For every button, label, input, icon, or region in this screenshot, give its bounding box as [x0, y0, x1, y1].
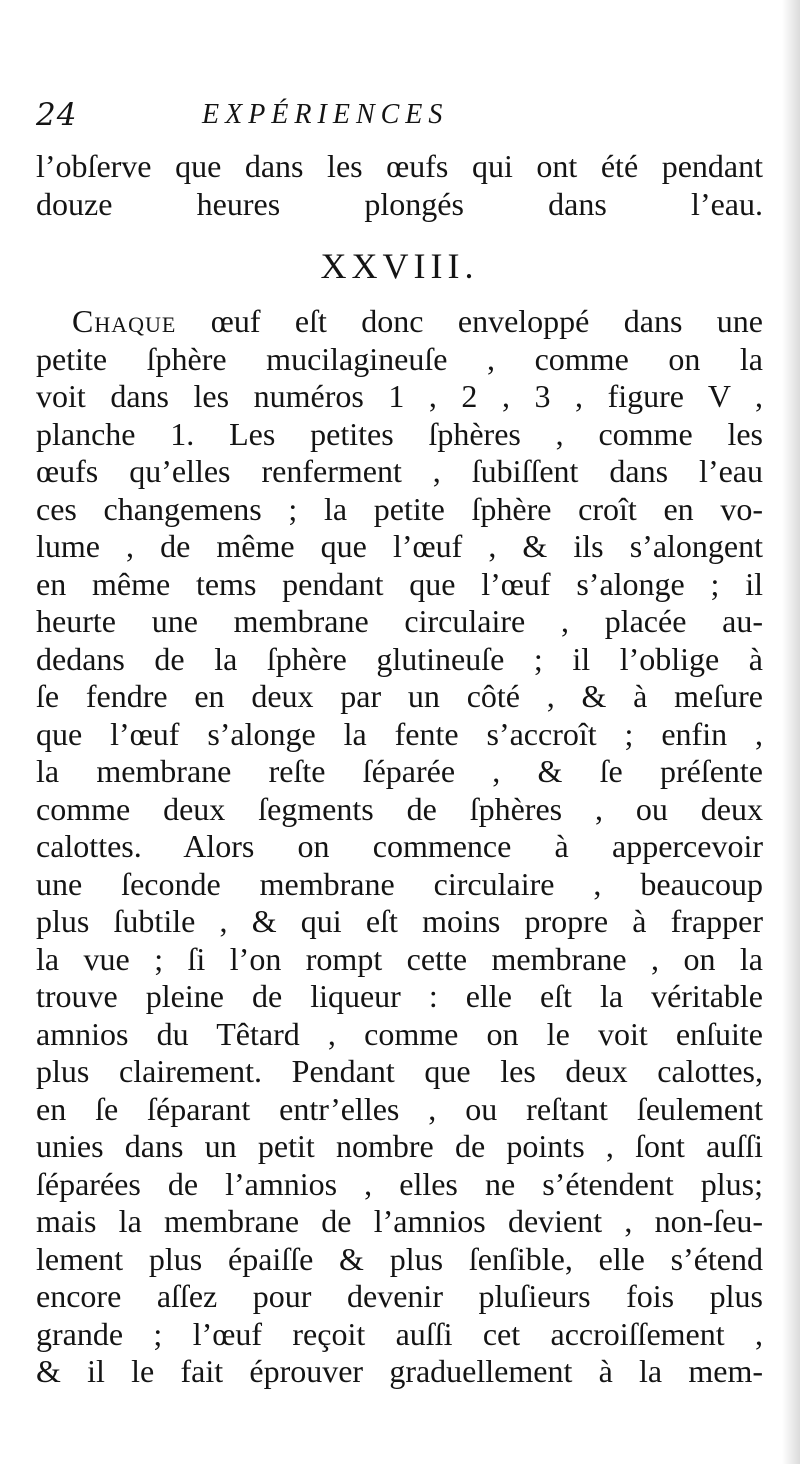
paragraph-line: ces changemens ; la petite ſphère croît en vo-: [36, 490, 763, 527]
paragraph-line: & il le fait éprouver graduellement à la mem-: [36, 1353, 763, 1389]
scan-shadow-edge: [782, 0, 800, 1464]
paragraph-line: que l’œuf s’alonge la fente s’accroît ; enfin ,: [36, 715, 763, 752]
continued-line: douze heures plongés dans l’eau.: [36, 185, 763, 222]
paragraph-first-line: [36, 303, 763, 341]
paragraph-line: heurte une membrane circulaire , placée au-: [36, 603, 763, 639]
paragraph-line: en ſe ſéparant entr’elles , ou reſtant ſeulement: [36, 1090, 763, 1127]
paragraph-line: en même tems pendant que l’œuf s’alonge ; il: [36, 565, 763, 602]
paragraph-line: grande ; l’œuf reçoit auſſi cet accroiſſement ,: [36, 1315, 763, 1352]
paragraph-line: dedans de la ſphère glutineuſe ; il l’oblige à: [36, 640, 763, 677]
paragraph-line: plus ſubtile , & qui eſt moins propre à frapper: [36, 903, 763, 939]
text-block: [36, 148, 763, 1391]
opening-word: Chaque: [72, 303, 177, 339]
paragraph-line: la membrane reſte ſéparée , & ſe préſente: [36, 753, 763, 789]
paragraph-line: ſe fendre en deux par un côté , & à meſure: [36, 678, 763, 714]
paragraph-line: ſéparées de l’amnios , elles ne s’étendent plus;: [36, 1165, 763, 1202]
paragraph-line: calottes. Alors on commence à appercevoir: [36, 828, 763, 864]
first-line-rest: œuf eſt donc enveloppé dans une: [176, 303, 763, 339]
paragraph-line: planche 1. Les petites ſphères , comme les: [36, 415, 763, 452]
paragraph-line: encore aſſez pour devenir pluſieurs fois plus: [36, 1278, 763, 1314]
paragraph-line: lement plus épaiſſe & plus ſenſible, elle s’étend: [36, 1240, 763, 1277]
running-title: EXPÉRIENCES: [202, 99, 449, 130]
paragraph-line: comme deux ſegments de ſphères , ou deux: [36, 790, 763, 827]
paragraph-line: trouve pleine de liqueur : elle eſt la véritable: [36, 978, 763, 1014]
paragraph-line: une ſeconde membrane circulaire , beaucoup: [36, 865, 763, 902]
section-heading: XXVIII.: [320, 246, 479, 286]
running-head: [36, 90, 756, 140]
continued-line: l’obſerve que dans les œufs qui ont été pendant: [36, 148, 763, 184]
paragraph-line: œufs qu’elles renferment , ſubiſſent dans l’eau: [36, 453, 763, 489]
paragraph-line: la vue ; ſi l’on rompt cette membrane , on la: [36, 940, 763, 977]
paragraph-line: petite ſphère mucilagineuſe , comme on la: [36, 340, 763, 377]
paragraph-line: plus clairement. Pendant que les deux calottes,: [36, 1053, 763, 1089]
paragraph-line: voit dans les numéros 1 , 2 , 3 , figure V ,: [36, 378, 763, 414]
paragraph-line: amnios du Têtard , comme on le voit enſuite: [36, 1015, 763, 1052]
paragraph-line: unies dans un petit nombre de points , ſont auſſi: [36, 1128, 763, 1164]
paragraph-line: mais la membrane de l’amnios devient , non-ſeu-: [36, 1203, 763, 1239]
paragraph-line: lume , de même que l’œuf , & ils s’alongent: [36, 528, 763, 564]
page-number: 24: [36, 97, 78, 133]
